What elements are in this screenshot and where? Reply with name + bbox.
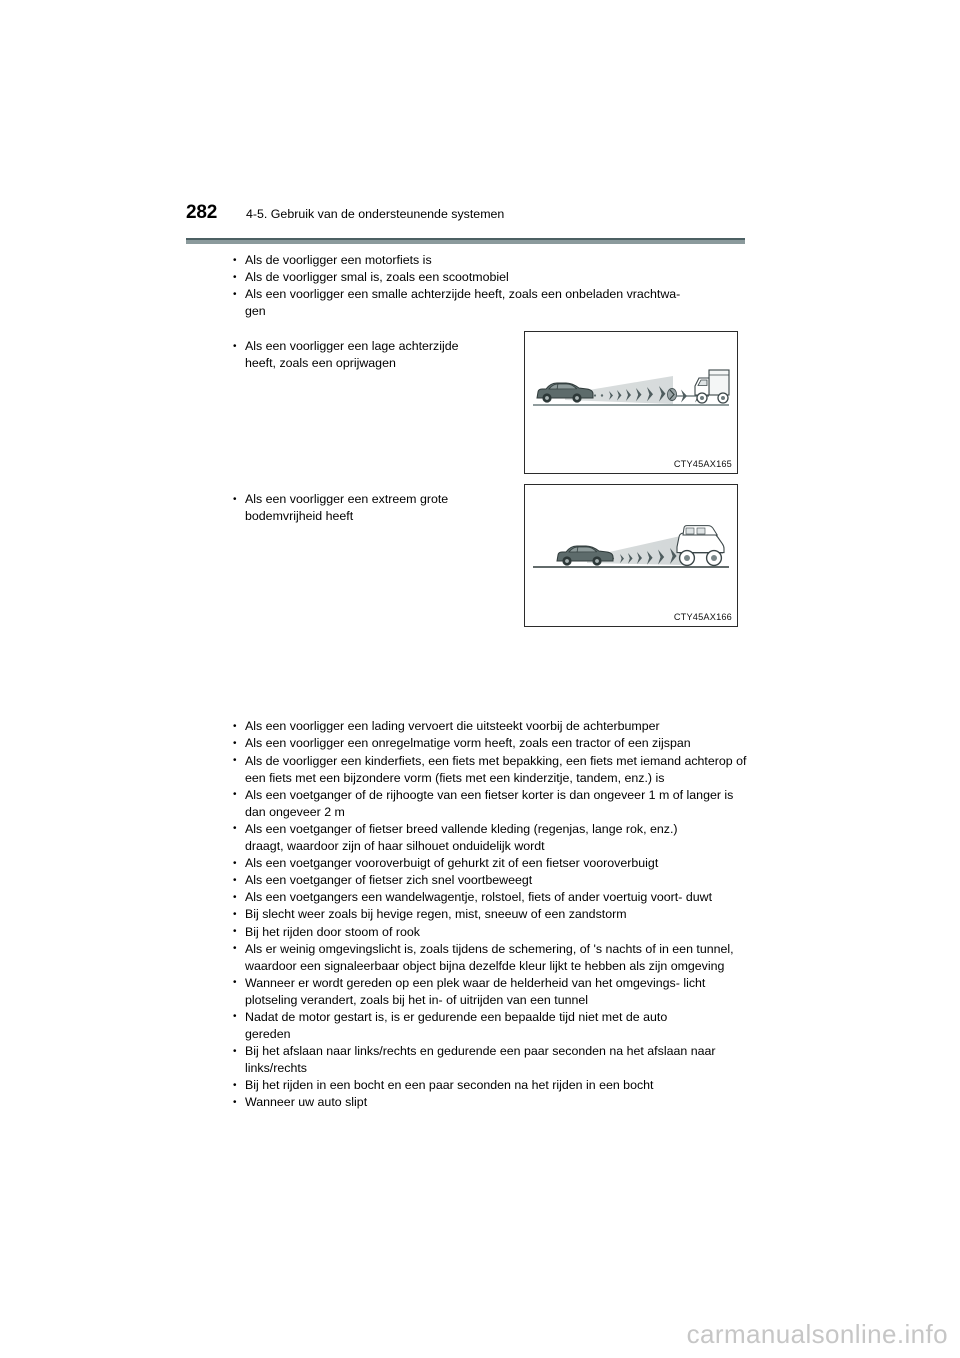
figure-1-illustration [525, 332, 737, 473]
bullet-text-line: gereden [245, 1027, 291, 1042]
bullet-text-line: licht plotseling verandert, zoals bij het in- of uitrijden van een tunnel [245, 975, 706, 1007]
bullet-text-line: achterop of een fiets met een bijzondere vorm (fiets met een kinderzitje, tandem, [245, 753, 747, 785]
section-title: 4-5. Gebruik van de ondersteunende systemen [246, 207, 505, 221]
list-item [232, 338, 514, 372]
bullet-text: Als een voetganger vooroverbuigt of gehurkt zit of een fietser vooroverbuigt [245, 856, 659, 871]
bullet-text-line: Nadat de motor gestart is, is er gedurende een bepaalde tijd niet met de auto [245, 1009, 668, 1024]
bullet-text-line: Als er weinig omgevingslicht is, zoals tijdens de schemering, of 's nachts of in een [245, 941, 693, 956]
page-number: 282 [186, 202, 218, 223]
site-watermark: carmanualsonline.info [686, 1319, 948, 1349]
bullet-text-line: draagt, waardoor zijn of haar silhouet onduidelijk wordt [245, 839, 545, 854]
figure-caption: CTY45AX166 [673, 612, 732, 623]
figure-2-bullet-list [232, 491, 514, 525]
bullet-text-line: naar links/rechts [245, 1044, 716, 1076]
list-item [232, 286, 747, 320]
list-item [232, 753, 747, 787]
figure-radar-high-clearance [524, 484, 738, 627]
figure-1-bullet-list [232, 338, 514, 372]
bullet-text-line: Als een voorligger een lage achterzijde [245, 339, 459, 354]
bullet-text: Bij slecht weer zoals bij hevige regen, mist, sneeuw of een zandstorm [245, 907, 627, 922]
list-item [232, 1009, 747, 1043]
list-item [232, 491, 514, 525]
list-item [232, 975, 747, 1009]
intro-bullet-list [232, 252, 747, 320]
list-item [232, 906, 747, 923]
list-item [232, 269, 747, 286]
bullet-text-line: langer is dan ongeveer 2 m [245, 787, 734, 819]
bullet-text-line: bodemvrijheid heeft [245, 509, 354, 524]
box-truck-icon [695, 370, 729, 403]
bullet-text-line: Als de voorligger een kinderfiets, een fiets met bepakking, een fiets met iemand [245, 753, 681, 768]
suv-icon [677, 526, 724, 566]
bullet-text-line: gen [245, 304, 266, 319]
bullet-text: Bij het rijden in een bocht en een paar seconden na het rijden in een bocht [245, 1078, 654, 1093]
list-item [232, 718, 747, 735]
bullet-text: Als een voorligger een onregelmatige vorm heeft, zoals een tractor of een zijspan [245, 736, 691, 751]
page-header [186, 200, 746, 234]
bullet-text-line: Als een voorligger een extreem grote [245, 492, 449, 507]
bullet-text: Als de voorligger een motorfiets is [245, 253, 432, 267]
list-item [232, 924, 747, 941]
bullet-text: Bij het rijden door stoom of rook [245, 924, 420, 939]
list-item [232, 787, 747, 821]
bullet-text-line: zijn omgeving [648, 958, 725, 973]
list-item [232, 252, 747, 269]
page-content [232, 252, 747, 1112]
figure-block-1 [232, 338, 747, 716]
list-item [232, 1094, 747, 1111]
bullet-text-line: Als een voetganger of de rijhoogte van een fietser korter is dan ongeveer 1 m of [245, 787, 684, 802]
list-item [232, 735, 747, 752]
bullet-text: Als de voorligger smal is, zoals een scootmobiel [245, 270, 509, 285]
bullet-text: Als een voorligger een lading vervoert die uitsteekt voorbij de achterbumper [245, 719, 660, 734]
bullet-text-line: heeft, zoals een oprijwagen [245, 356, 396, 371]
list-item [232, 941, 747, 975]
list-item [232, 855, 747, 872]
bullet-text-line: enz.) is [624, 770, 665, 785]
list-item [232, 821, 747, 855]
main-bullet-list [232, 718, 747, 1111]
header-divider-rule [186, 238, 745, 244]
list-item [232, 889, 747, 906]
list-item [232, 872, 747, 889]
figure-caption: CTY45AX165 [673, 459, 732, 470]
bullet-text-line: Als een voorligger een smalle achterzijde heeft, zoals een onbeladen vrachtwa- [245, 287, 681, 302]
bullet-text-line: duwt [685, 890, 713, 905]
figure-2-illustration [525, 485, 737, 626]
bullet-text-line: Als een voetgangers een wandelwagentje, rolstoel, fiets of ander voertuig voort- [245, 890, 683, 905]
bullet-text-line: tunnel, waardoor een signaleerbaar object bijna dezelfde kleur lijkt te hebben als [245, 941, 734, 973]
list-item [232, 1043, 747, 1077]
bullet-text: Wanneer uw auto slipt [245, 1095, 368, 1110]
bullet-text: Als een voetganger of fietser zich snel voortbeweegt [245, 873, 533, 888]
bullet-text-line: Bij het afslaan naar links/rechts en gedurende een paar seconden na het afslaan [245, 1044, 688, 1059]
figure-radar-low-rear-end [524, 331, 738, 474]
list-item [232, 1077, 747, 1094]
bullet-text-line: Als een voetganger of fietser breed vallende kleding (regenjas, lange rok, enz.) [245, 821, 678, 836]
bullet-text-line: Wanneer er wordt gereden op een plek waar de helderheid van het omgevings- [245, 975, 680, 990]
